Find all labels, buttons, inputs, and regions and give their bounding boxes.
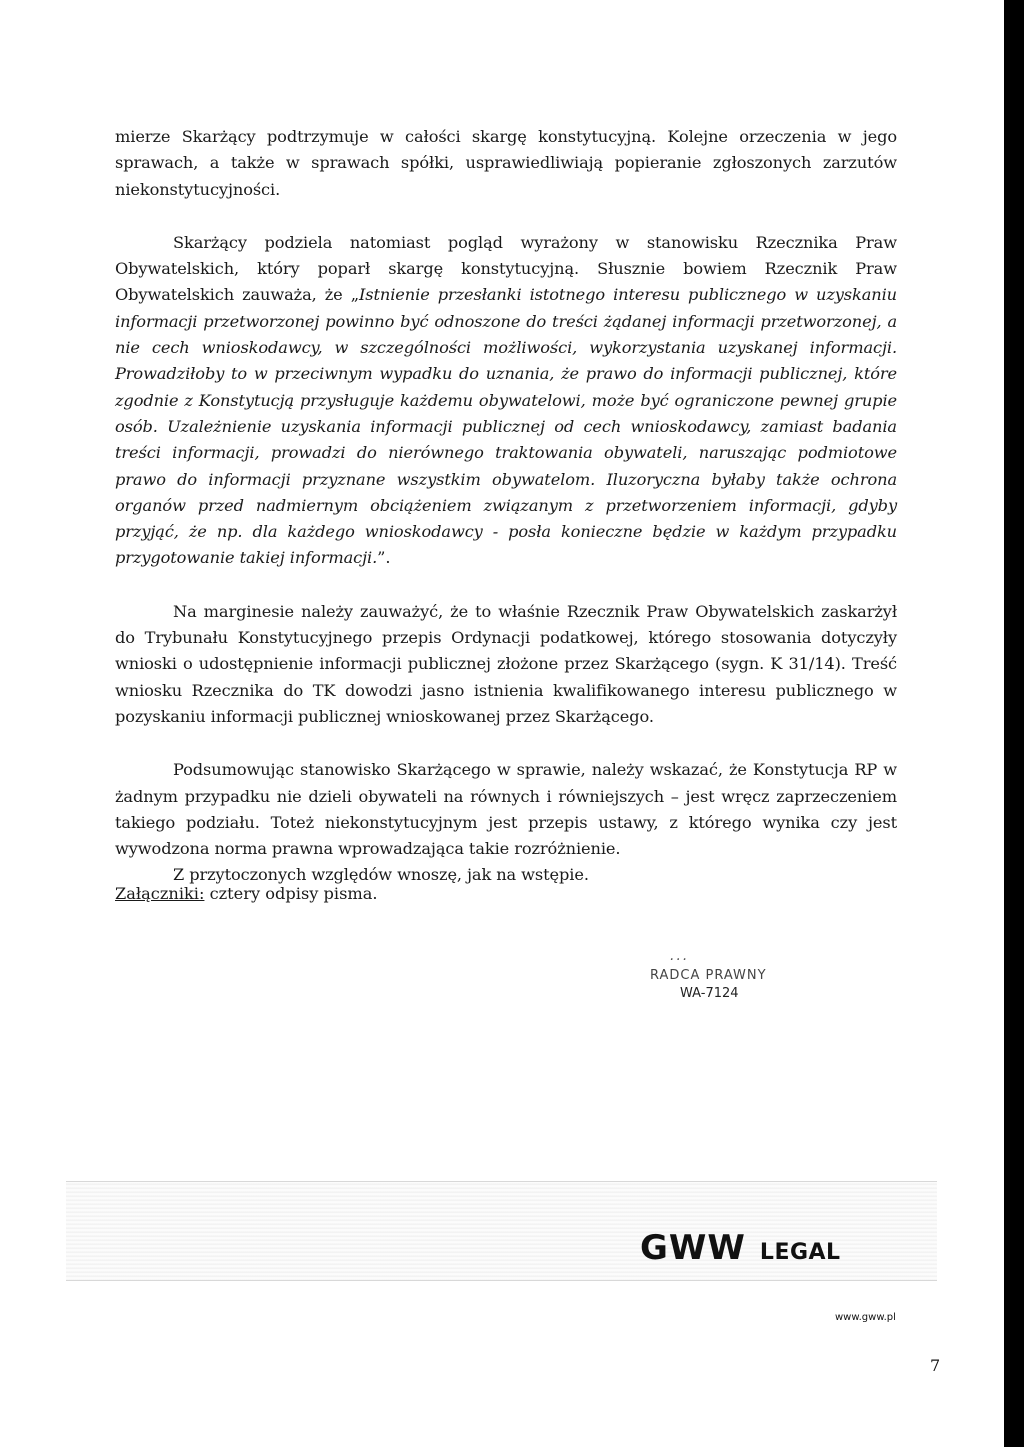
paragraph-rpo-opinion xyxy=(115,230,897,572)
paragraph-marginal-note: Na marginesie należy zauważyć, że to właśnie Rzecznik Praw Obywatelskich zaskarżył do Trybunału Konstytucyjnego przepis Ordynacji podatkowej, którego stosowania dotyczyły wnioski o udostępnienie informacji publicznej złożone przez Skarżącego (sygn. K 31/14). Treść wniosku Rzecznika do TK dowodzi jasno istnienia kwalifikowanego interesu publicznego w pozyskaniu informacji publicznej wnioskowanej przez Skarżącego. xyxy=(115,601,897,726)
paragraph-rpo-intro: Skarżący podziela natomiast pogląd wyrażony w stanowisku Rzecznika Praw Obywatelskich, który poparł skargę konstytucyjną. Słusznie bowiem Rzecznik Praw Obywatelskich zauważa, że „ xyxy=(115,232,897,305)
stamp-title: RADCA PRAWNY xyxy=(650,968,767,983)
rpo-quotation: Istnienie przesłanki istotnego interesu publicznego w uzyskaniu informacji przetworzonej powinno być odnoszone do treści żądanej informacji przetworzonej, a nie cech wnioskodawcy, w szczególności możliwości, wykorzystania uzyskanej informacji. Prowadziłoby to w przeciwnym wypadku do uznania, że prawo do informacji publicznej, które zgodnie z Konstytucją przysługuje każdemu obywatelowi, może być ograniczone pewnej grupie osób. Uzależnienie uzyskania informacji publicznej od cech wnioskodawcy, zamiast badania treści informacji, prowadzi do nierównego traktowania obywateli, naruszając podmiotowe prawo do informacji przyznane wszystkim obywatelom. Iluzoryczna byłaby także ochrona organów przed nadmiernym obciążeniem związanym z przetworzeniem informacji, gdyby przyjąć, że np. dla każdego wnioskodawcy - posła konieczne będzie w każdym przypadku przygotowanie takiej informacji. xyxy=(115,285,898,568)
attachments-text: cztery odpisy pisma. xyxy=(204,884,378,903)
logo-main: GWW xyxy=(640,1228,746,1268)
paragraph-continuation: mierze Skarżący podtrzymuje w całości skargę konstytucyjną. Kolejne orzeczenia w jego sprawach, a także w sprawach spółki, usprawiedliwiają popieranie zgłoszonych zarzutów niekonstytucyjności. xyxy=(115,127,897,199)
legal-counsel-stamp xyxy=(640,948,840,1018)
paragraph-closing: Z przytoczonych względów wnoszę, jak na wstępie. xyxy=(173,865,589,885)
paragraph-summary: Podsumowując stanowisko Skarżącego w sprawie, należy wskazać, że Konstytucja RP w żadnym przypadku nie dzieli obywateli na równych i równiejszych – jest wręcz zaprzeczeniem takiego podziału. Toteż niekonstytucyjnym jest przepis ustawy, z którego wynika czy jest wywodzona norma prawna wprowadzająca takie rozróżnienie. xyxy=(115,760,897,859)
logo-sub: LEGAL xyxy=(759,1240,841,1265)
attachments-label: Załączniki: xyxy=(115,884,205,903)
footer-website: www.gww.pl xyxy=(835,1312,896,1323)
document-body xyxy=(115,124,897,889)
quotation-close: ”. xyxy=(377,548,391,568)
page-number: 7 xyxy=(930,1356,941,1375)
stamp-code: WA-7124 xyxy=(680,986,739,1001)
gww-legal-logo xyxy=(640,1228,841,1268)
handwritten-signature: ... xyxy=(670,948,690,964)
attachments-line xyxy=(115,884,378,903)
